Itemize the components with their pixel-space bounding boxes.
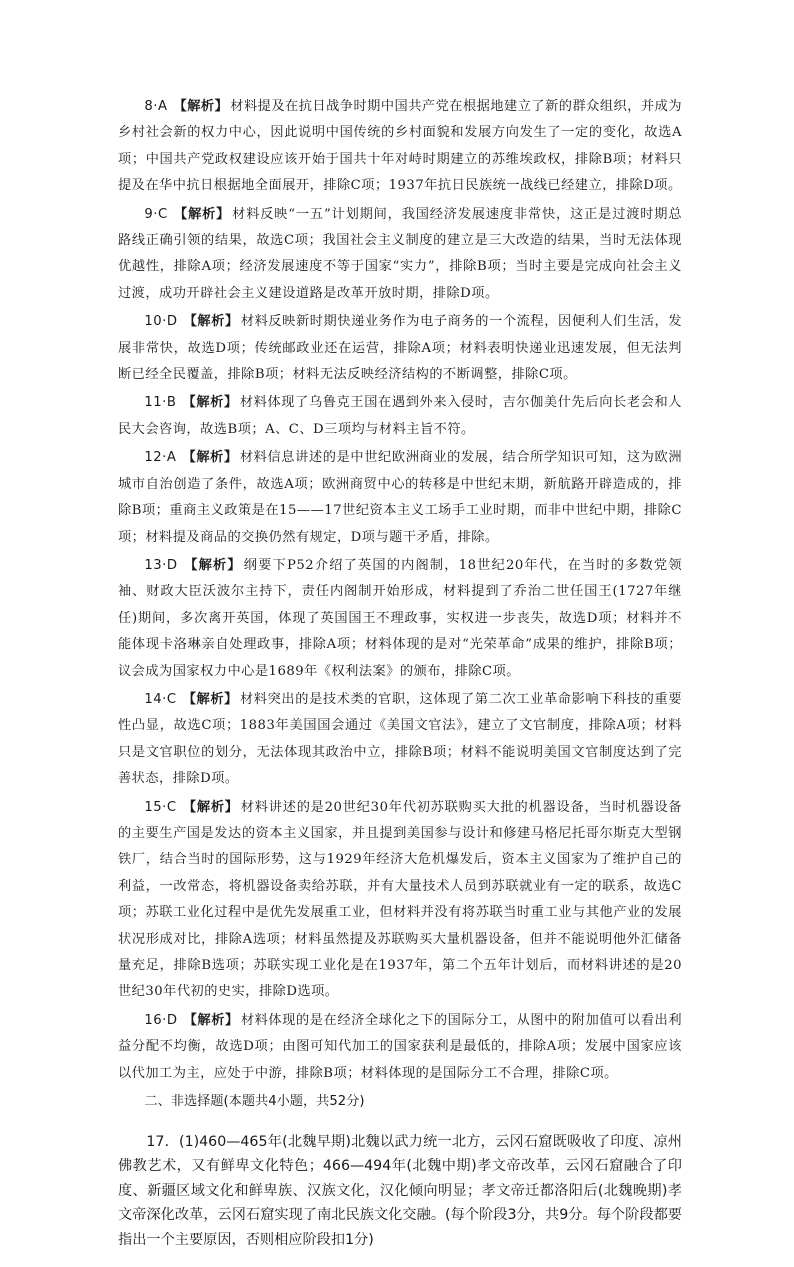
item-number: 13·D xyxy=(144,557,178,573)
document-page xyxy=(118,94,682,1267)
answer-item-14 xyxy=(118,687,682,793)
analysis-tag: 【解析】 xyxy=(183,314,239,330)
analysis-text: 材料讲述的是20世纪30年代初苏联购买大批的机器设备，当时机器设备的主要生产国是发达的资本主义国家，并且提到美国参与设计和修建马格尼托哥尔斯克大型钢铁厂，结合当时的国际形势，这与1929年经济大危机爆发后，资本主义国家为了维护自己的利益，一改常态，将机器设备卖给苏联，并有大量技术人员到苏联就业有一定的联系，故选C项；苏联工业化过程中是优先发展重工业，但材料并没有将苏联当时重工业与其他产业的发展状况形成对比，排除A选项；材料虽然提及苏联购买大量机器设备，但并不能说明他外汇储备量充足，排除B选项；苏联实现工业化是在1937年，第二个五年计划后，而材料讲述的是20世纪30年代初的史实，排除D选项。 xyxy=(118,799,682,1000)
item-number: 10·D xyxy=(144,314,178,330)
item-number: 8·A xyxy=(144,99,168,114)
analysis-tag: 【解析】 xyxy=(182,450,238,466)
answer-item-15 xyxy=(118,795,682,1006)
item-number: 15·C xyxy=(144,799,177,815)
analysis-text: 材料体现的是在经济全球化之下的国际分工，从图中的附加值可以看出利益分配不均衡，故选D项；由图可知代加工的国家获利是最低的，排除A项；发展中国家应该以代加工为主，应处于中游，排除B项；材料体现的是国际分工不合理，排除C项。 xyxy=(118,1012,683,1081)
section-heading: 二、非选择题(本题共4小题，共52分) xyxy=(144,1094,365,1110)
analysis-tag: 【解析】 xyxy=(173,206,231,222)
answer-item-13 xyxy=(118,553,682,685)
analysis-text: 材料体现了乌鲁克王国在遇到外来入侵时，吉尔伽美什先后向长老会和人民大会咨询，故选B项；A、C、D三项均与材料主旨不符。 xyxy=(118,395,682,437)
analysis-tag: 【解析】 xyxy=(182,691,238,707)
analysis-text: 纲要下P52介绍了英国的内阁制，18世纪20年代，在当时的多数党领袖、财政大臣沃波尔主持下，责任内阁制开始形成，材料提到了乔治二世任国王(1727年继任)期间，多次离开英国，体现了英国国王不理政事，实权进一步丧失，故选D项；材料并不能体现卡洛琳亲自处理政事，排除A项；材料体现的是对“光荣革命”成果的维护，排除B项；议会成为国家权力中心是1689年《权利法案》的颁布，排除C项。 xyxy=(118,557,683,679)
analysis-text: 材料反映“一五”计划期间，我国经济发展速度非常快，这正是过渡时期总路线正确引领的结果，故选C项；我国社会主义制度的建立是三大改造的结果，当时无法体现优越性，排除A项；经济发展速度不等于国家“实力”，排除B项；当时主要是完成向社会主义过渡，成功开辟社会主义建设道路是改革开放时期，排除D项。 xyxy=(118,206,683,301)
analysis-tag: 【解析】 xyxy=(182,395,238,411)
item-number: 11·B xyxy=(144,395,177,411)
answer-item-16 xyxy=(118,1008,682,1087)
answer-item-12 xyxy=(118,445,682,551)
item-number: 12·A xyxy=(144,450,177,466)
analysis-tag: 【解析】 xyxy=(183,1012,239,1028)
answer-item-8 xyxy=(118,94,682,200)
answer-17: 17．(1)460—465年(北魏早期)北魏以武力统一北方，云冈石窟既吸收了印度、凉州佛教艺术，又有鲜卑文化特色；466—494年(北魏中期)孝文帝改革，云冈石窟融合了印度、新疆区域文化和鲜卑族、汉族文化，汉化倾向明显；孝文帝迁都洛阳后(北魏晚期)孝文帝深化改革，云冈石窟实现了南北民族文化交融。(每个阶段3分，共9分。每个阶段都要指出一个主要原因，否则相应阶段扣1分) xyxy=(118,1133,682,1248)
item-number: 16·D xyxy=(144,1012,178,1028)
item-number: 14·C xyxy=(144,691,177,707)
analysis-tag: 【解析】 xyxy=(173,99,229,114)
analysis-text: 材料反映新时期快递业务作为电子商务的一个流程，因便利人们生活，发展非常快，故选D项；传统邮政业还在运营，排除A项；材料表明快递业迅速发展，但无法判断已经全民覆盖，排除B项；材料无法反映经济结构的不断调整，排除C项。 xyxy=(118,314,683,383)
analysis-text: 材料提及在抗日战争时期中国共产党在根据地建立了新的群众组织，并成为乡村社会新的权力中心，因此说明中国传统的乡村面貌和发展方向发生了一定的变化，故选A项；中国共产党政权建设应该开始于国共十年对峙时期建立的苏维埃政权，排除B项；材料只提及在华中抗日根据地全面展开，排除C项；1937年抗日民族统一战线已经建立，排除D项。 xyxy=(118,99,683,194)
answer-item-10 xyxy=(118,309,682,388)
item-number: 9·C xyxy=(144,206,168,222)
analysis-tag: 【解析】 xyxy=(183,557,242,573)
analysis-tag: 【解析】 xyxy=(182,799,239,815)
answer-item-9 xyxy=(118,202,682,308)
analysis-text: 材料突出的是技术类的官职，这体现了第二次工业革命影响下科技的重要性凸显，故选C项；1883年美国国会通过《美国文官法》，建立了文官制度，排除A项；材料只是文官职位的划分，无法体现其政治中立，排除B项；材料不能说明美国文官制度达到了完善状态，排除D项。 xyxy=(118,691,683,787)
answer-item-11 xyxy=(118,390,682,443)
analysis-text: 材料信息讲述的是中世纪欧洲商业的发展，结合所学知识可知，这为欧洲城市自治创造了条件，故选A项；欧洲商贸中心的转移是中世纪末期，新航路开辟造成的，排除B项；重商主义政策是在15——17世纪资本主义工场手工业时期，而非中世纪中期，排除C项；材料提及商品的交换仍然有规定，D项与题干矛盾，排除。 xyxy=(118,450,683,545)
